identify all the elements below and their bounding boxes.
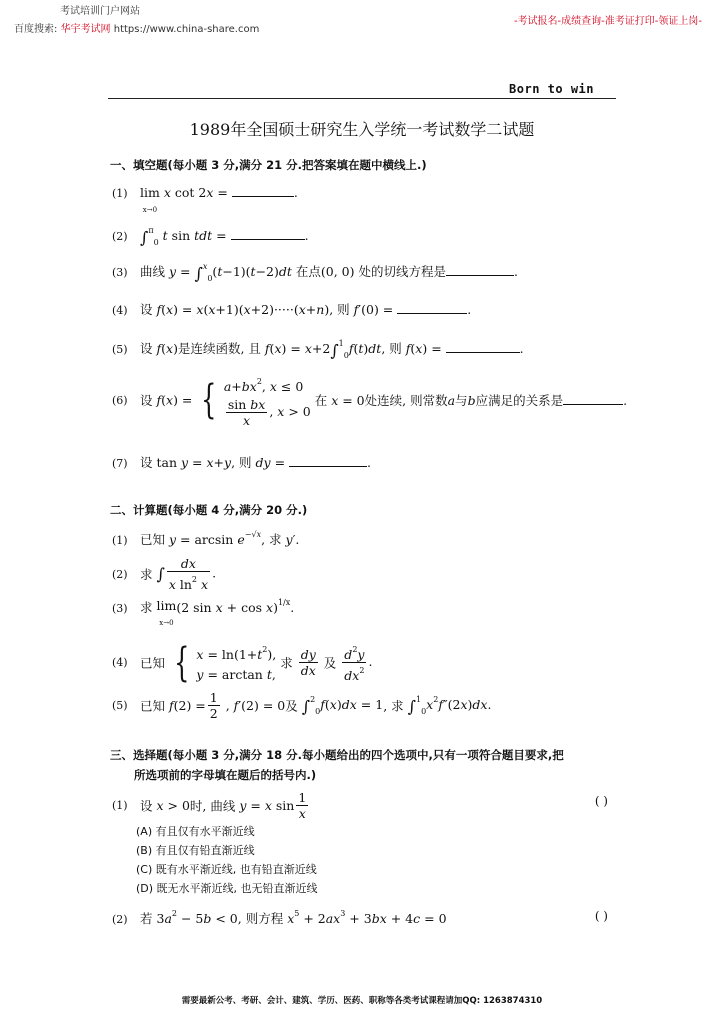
page-title: 1989年全国硕士研究生入学统一考试数学二试题 bbox=[189, 120, 535, 139]
fill-question-3: (3) 曲线 y = ∫$^x_0$(t−1)(t−2)dt 在点(0, 0) 处的切线方程是 . bbox=[112, 262, 518, 283]
text: 求 bbox=[280, 655, 293, 671]
header-rule bbox=[108, 98, 616, 99]
question-number: (6) bbox=[112, 393, 128, 407]
text: 曲线 bbox=[139, 264, 165, 279]
question-number: (5) bbox=[112, 699, 128, 712]
text: 设 bbox=[139, 393, 153, 408]
search-brand-link[interactable]: 华宇考试网 bbox=[60, 24, 111, 35]
calc-question-5: (5) 已知 f(2) = $\frac{1}{2}$ , f′(2) = 0及 ∫$^2_0$f(x)dx = 1, 求 $\int^1_0x^2f''(2x)dx$. bbox=[112, 690, 492, 721]
option-b: (B) 有且仅有铅直渐近线 bbox=[136, 844, 255, 857]
text: , 则 bbox=[381, 341, 402, 356]
question-number: (2) bbox=[112, 567, 128, 581]
text: 时, 曲线 bbox=[189, 798, 236, 814]
text: , 则方程 bbox=[237, 911, 284, 926]
fill-question-7: (7) 设 tan y = x+y, 则 dy = . bbox=[112, 455, 371, 470]
text: 若 bbox=[139, 911, 153, 926]
text: 应满足的关系是 bbox=[475, 393, 564, 408]
section-choice-heading-2: 所选项前的字母填在题后的括号内.) bbox=[134, 768, 317, 782]
text: 设 bbox=[139, 302, 153, 317]
answer-blank[interactable] bbox=[563, 394, 623, 405]
calc-question-2: (2) 求 ∫ $\frac{dx}{x \ln^2 x}$ . bbox=[112, 556, 217, 592]
question-number: (5) bbox=[112, 343, 128, 356]
answer-bracket[interactable]: ( ) bbox=[594, 909, 608, 923]
question-number: (3) bbox=[112, 266, 128, 279]
text: 在点 bbox=[295, 264, 321, 279]
text: 是连续函数, 且 bbox=[177, 341, 261, 356]
section-fill-heading: 一、填空题(每小题 3 分,满分 21 分.把答案填在题中横线上.) bbox=[110, 158, 427, 172]
text: 与 bbox=[455, 393, 468, 408]
choice-question-1: (1) 设 x > 0时, 曲线 y = x sin $\frac{1}{x}$ bbox=[112, 790, 307, 821]
question-number: (1) bbox=[112, 187, 128, 200]
search-prefix: 百度搜索: bbox=[14, 24, 58, 35]
question-number: (3) bbox=[112, 602, 128, 615]
option-d: (D) 既无水平渐近线, 也无铅直渐近线 bbox=[136, 882, 318, 895]
question-number: (2) bbox=[112, 230, 128, 243]
calc-question-3: (3) 求 lim x→0(2 sin x + cos x)$^{1/x}$. bbox=[112, 598, 295, 627]
question-number: (1) bbox=[112, 534, 128, 547]
fill-question-5: (5) 设 f(x)是连续函数, 且 f(x) = x+2∫$^1_0$f(t)dt, 则 f(x) = . bbox=[112, 339, 524, 360]
text: 在 bbox=[314, 393, 328, 408]
text: 及 bbox=[323, 655, 337, 671]
search-url-link[interactable]: https://www.china-share.com bbox=[113, 24, 260, 35]
question-number: (7) bbox=[112, 457, 128, 470]
text: , 求 bbox=[383, 698, 404, 714]
text: 已知 bbox=[139, 532, 165, 547]
text: 求 bbox=[139, 600, 153, 615]
header-links[interactable]: -考试报名-成绩查询-准考证打印-领证上岗- bbox=[513, 16, 702, 27]
text: 处连续, 则常数 bbox=[364, 393, 448, 408]
fill-question-1: (1) lim x→0 x cot 2x = . bbox=[112, 185, 298, 214]
calc-question-4: (4) 已知 { $x = \ln(1+t^2)$, y = arctan t, 求 $\frac{dy}{dx}$ 及 $\frac{d^2y}{dx^2}$ . bbox=[112, 639, 373, 686]
answer-blank[interactable] bbox=[232, 186, 294, 197]
text: 及 bbox=[285, 698, 298, 714]
fill-question-2: (2) ∫$^\pi_0$ t sin tdt = . bbox=[112, 226, 309, 247]
option-a: (A) 有且仅有水平渐近线 bbox=[136, 825, 255, 838]
text: , 则 bbox=[231, 455, 252, 470]
text: 设 bbox=[139, 341, 153, 356]
text: , 求 bbox=[261, 532, 282, 547]
fill-question-6: (6) 设 f(x) = { $a+bx^2$, x ≤ 0 $\frac{\text{sin bx}}{x}$ , x > 0 在 x = 0处连续, 则常数a与b应满足的关系是 . bbox=[112, 377, 628, 428]
tagline: Born to win bbox=[509, 82, 594, 96]
section-calc-heading: 二、计算题(每小题 4 分,满分 20 分.) bbox=[110, 503, 308, 517]
text: 已知 bbox=[139, 655, 165, 671]
section-choice-heading-1: 三、选择题(每小题 3 分,满分 18 分.每小题给出的四个选项中,只有一项符合题目要求,把 bbox=[110, 748, 564, 762]
calc-question-1: (1) 已知 $y = \arcsin e^{-√x}$, 求 y′. bbox=[112, 530, 300, 547]
answer-blank[interactable] bbox=[289, 456, 367, 467]
text: 处的切线方程是 bbox=[358, 264, 447, 279]
fill-question-4: (4) 设 f(x) = x(x+1)(x+2)·····(x+n), 则 f′(0) = . bbox=[112, 302, 472, 317]
text: 设 bbox=[139, 455, 153, 470]
question-number: (1) bbox=[112, 799, 128, 812]
search-line bbox=[14, 20, 259, 35]
text: , 则 bbox=[329, 302, 350, 317]
text: 求 bbox=[139, 567, 153, 582]
answer-blank[interactable] bbox=[397, 303, 467, 314]
site-name: 考试培训门户网站 bbox=[60, 6, 140, 17]
question-number: (2) bbox=[112, 913, 128, 926]
answer-bracket[interactable]: ( ) bbox=[594, 794, 608, 808]
question-number: (4) bbox=[112, 656, 128, 669]
answer-blank[interactable] bbox=[231, 229, 305, 240]
footer-text: 需要最新公考、考研、会计、建筑、学历、医药、职称等各类考试课程请加QQ: 1263874310 bbox=[181, 996, 543, 1006]
answer-blank[interactable] bbox=[446, 265, 514, 276]
text: 设 bbox=[139, 798, 153, 814]
text: 已知 bbox=[139, 698, 165, 714]
choice-question-2: (2) 若 $3a^2 - 5b < 0$, 则方程 $x^5 + 2ax^3 + 3bx + 4c = 0$ bbox=[112, 909, 447, 926]
option-c: (C) 既有水平渐近线, 也有铅直渐近线 bbox=[136, 863, 317, 876]
question-number: (4) bbox=[112, 304, 128, 317]
answer-blank[interactable] bbox=[446, 342, 520, 353]
